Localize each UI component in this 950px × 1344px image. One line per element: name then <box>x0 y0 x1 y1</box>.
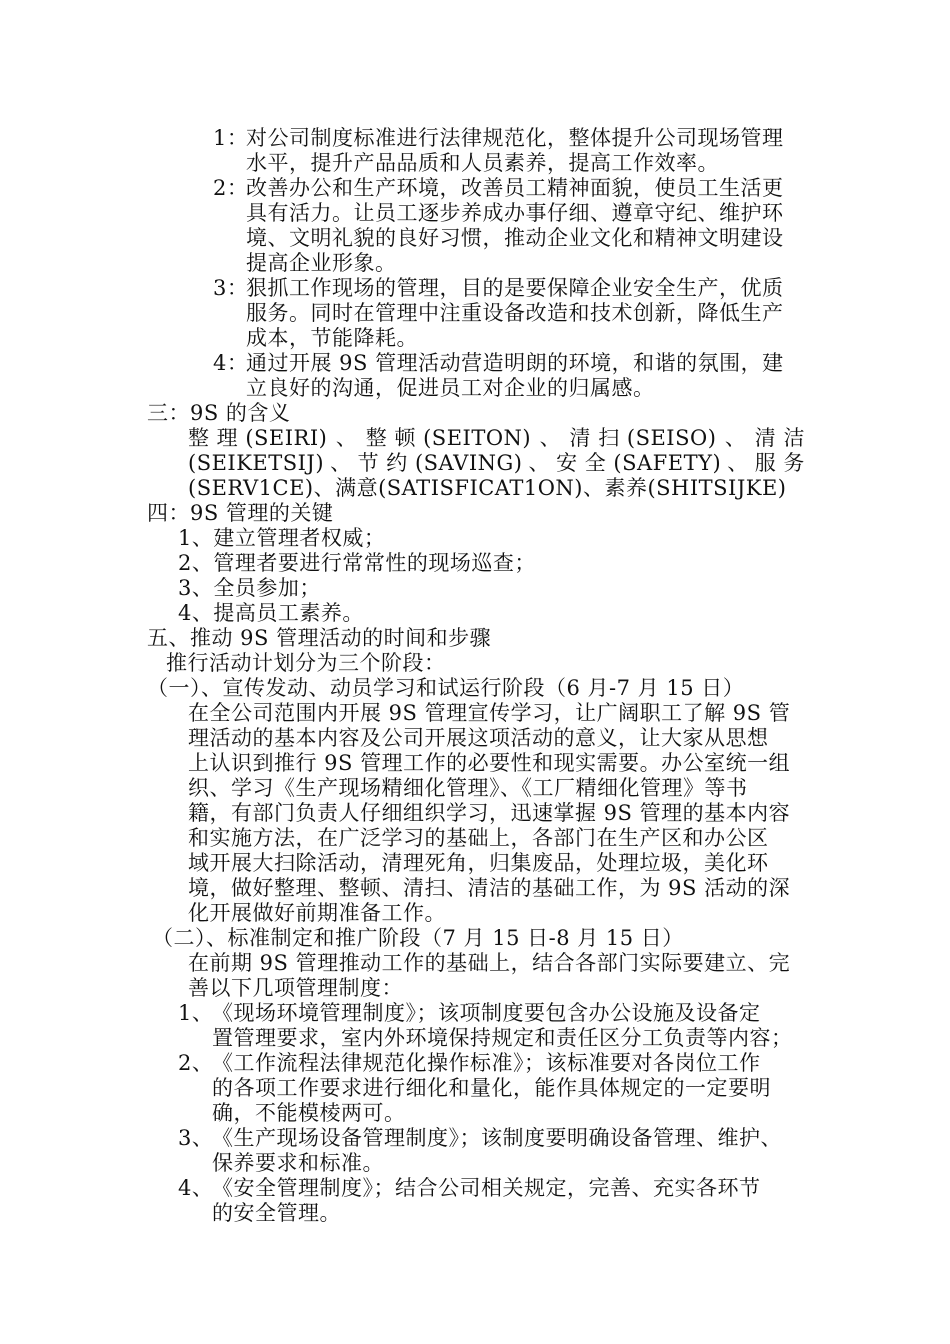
meaning-saving: 节 约 (SAVING) <box>357 451 523 475</box>
goal-3-line-2: 服务。同时在管理中注重设备改造和技术创新，降低生产 <box>246 301 784 325</box>
rule-2-line-2: 的各项工作要求进行细化和量化，能作具体规定的一定要明 <box>212 1076 771 1100</box>
goal-3-line-3: 成本，节能降耗。 <box>246 326 418 350</box>
rule-3-line-1: 《生产现场设备管理制度》；该制度要明确设备管理、维护、 <box>212 1126 782 1150</box>
meaning-sep: 、 <box>330 451 352 475</box>
rule-2-line-1: 《工作流程法律规范化操作标准》；该标准要对各岗位工作 <box>212 1051 761 1075</box>
rule-4-number: 4、 <box>178 1176 214 1200</box>
rule-1-line-1: 《现场环境管理制度》；该项制度要包含办公设施及设备定 <box>212 1001 761 1025</box>
meaning-sep: 、 <box>539 426 562 450</box>
goal-2-line-1: 改善办公和生产环境，改善员工精神面貌，使员工生活更 <box>246 176 784 200</box>
rule-2-number: 2、 <box>178 1051 214 1075</box>
key-item-1: 1、建立管理者权威； <box>178 526 386 550</box>
goal-2-line-3: 境、文明礼貌的良好习惯，推动企业文化和精神文明建设 <box>246 226 784 250</box>
rule-1-line-2: 置管理要求，室内外环境保持规定和责任区分工负责等内容； <box>212 1026 793 1050</box>
goal-2-line-2: 具有活力。让员工逐步养成办事仔细、遵章守纪、维护环 <box>246 201 784 225</box>
phase-1-line-9: 化开展做好前期准备工作。 <box>188 901 446 925</box>
goal-1-line-2: 水平，提升产品品质和人员素养，提高工作效率。 <box>246 151 719 175</box>
rule-3-number: 3、 <box>178 1126 214 1150</box>
meaning-safety: 安 全 (SAFETY) <box>556 451 722 475</box>
goal-4-line-1: 通过开展 9S 管理活动营造明朗的环境，和谐的氛围，建 <box>246 351 784 375</box>
phase-1-line-7: 域开展大扫除活动，清理死角，归集废品，处理垃圾，美化环 <box>188 851 769 875</box>
meaning-service: 服 务 <box>754 451 805 475</box>
meaning-row-2 <box>188 451 805 476</box>
section-5-intro: 推行活动计划分为三个阶段： <box>166 651 446 675</box>
rule-4-line-1: 《安全管理制度》；结合公司相关规定，完善、充实各环节 <box>212 1176 761 1200</box>
meaning-sep: 、 <box>724 426 747 450</box>
rule-2-line-3: 确，不能模棱两可。 <box>212 1101 406 1125</box>
phase-2-line-2: 善以下几项管理制度： <box>188 976 403 1000</box>
key-item-2: 2、管理者要进行常常性的现场巡查； <box>178 551 536 575</box>
section-4-heading: 四：9S 管理的关键 <box>147 501 334 525</box>
phase-1-line-1: 在全公司范围内开展 9S 管理宣传学习，让广阔职工了解 9S 管 <box>188 701 791 725</box>
rule-1-number: 1、 <box>178 1001 214 1025</box>
goal-1-number: 1： <box>213 126 249 150</box>
goal-4-number: 4： <box>213 351 249 375</box>
goal-4-line-2: 立良好的沟通，促进员工对企业的归属感。 <box>246 376 655 400</box>
meaning-seiketsu: (SEIKETSIJ) <box>188 451 325 475</box>
meaning-row-3: (SERV1CE)、满意(SATISFICAT1ON)、素养(SHITSIJKE) <box>188 476 787 500</box>
phase-1-line-8: 境，做好整理、整顿、清扫、清洁的基础工作，为 9S 活动的深 <box>188 876 791 900</box>
goal-3-line-1: 狠抓工作现场的管理，目的是要保障企业安全生产，优质 <box>246 276 784 300</box>
meaning-row-1 <box>188 426 805 451</box>
goal-2-number: 2： <box>213 176 249 200</box>
phase-1-line-4: 织、学习《生产现场精细化管理》、《工厂精细化管理》等书 <box>188 776 748 800</box>
phase-2-line-1: 在前期 9S 管理推动工作的基础上，结合各部门实际要建立、完 <box>188 951 791 975</box>
goal-1-line-1: 对公司制度标准进行法律规范化，整体提升公司现场管理 <box>246 126 784 150</box>
phase-1-line-2: 理活动的基本内容及公司开展这项活动的意义，让大家从思想 <box>188 726 769 750</box>
section-3-heading: 三：9S 的含义 <box>147 401 291 425</box>
goal-3-number: 3： <box>213 276 249 300</box>
section-5-heading: 五、推动 9S 管理活动的时间和步骤 <box>147 626 492 650</box>
meaning-clean: 清 洁 <box>754 426 805 450</box>
goal-2-line-4: 提高企业形象。 <box>246 251 397 275</box>
key-item-3: 3、全员参加； <box>178 576 321 600</box>
meaning-sep: 、 <box>528 451 551 475</box>
meaning-sep: 、 <box>335 426 358 450</box>
phase-1-title: （一）、宣传发动、动员学习和试运行阶段（6 月-7 月 15 日） <box>147 676 745 700</box>
phase-1-line-5: 籍，有部门负责人仔细组织学习，迅速掌握 9S 管理的基本内容 <box>188 801 791 825</box>
meaning-seiso: 清 扫 (SEISO) <box>569 426 717 450</box>
meaning-seiton: 整 顿 (SEITON) <box>365 426 532 450</box>
phase-1-line-6: 和实施方法，在广泛学习的基础上，各部门在生产区和办公区 <box>188 826 769 850</box>
rule-3-line-2: 保养要求和标准。 <box>212 1151 384 1175</box>
key-item-4: 4、提高员工素养。 <box>178 601 364 625</box>
rule-4-line-2: 的安全管理。 <box>212 1201 341 1225</box>
phase-2-title: （二）、标准制定和推广阶段（7 月 15 日-8 月 15 日） <box>152 926 684 950</box>
meaning-seiri: 整 理 (SEIRI) <box>188 426 328 450</box>
phase-1-line-3: 上认识到推行 9S 管理工作的必要性和现实需要。办公室统一组 <box>188 751 791 775</box>
meaning-sep: 、 <box>727 451 749 475</box>
